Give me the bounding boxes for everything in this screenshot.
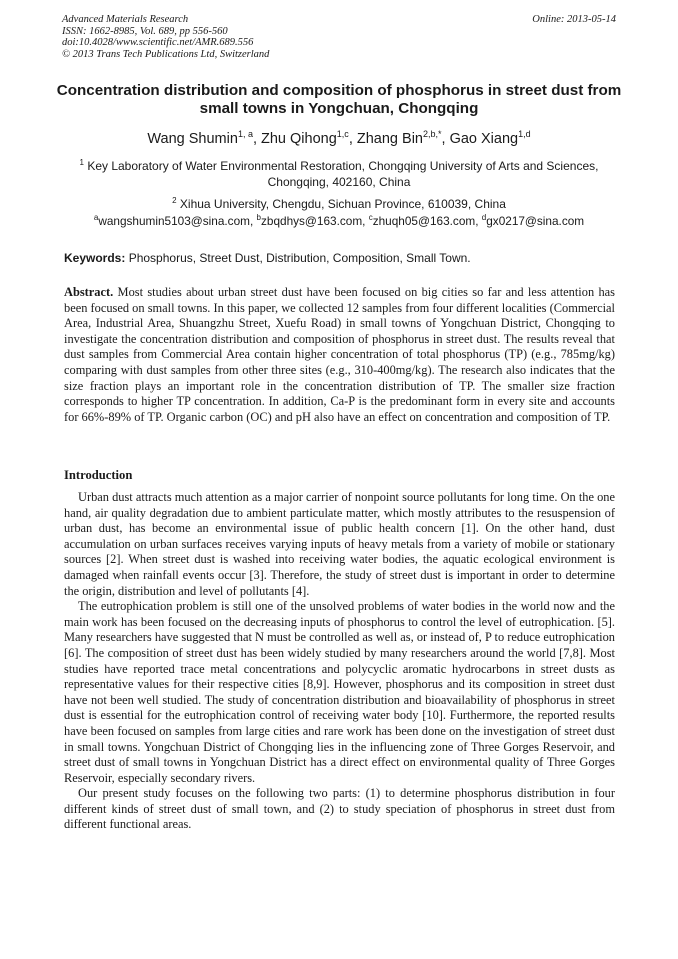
introduction-body bbox=[64, 490, 615, 833]
author-affil-sup: 1,c bbox=[336, 129, 349, 139]
email-sup: b bbox=[256, 213, 261, 222]
affiliation-text: Key Laboratory of Water Environmental Restoration, Chongqing University of Arts and Sciences, Chongqing, 402160, China bbox=[87, 159, 599, 189]
author-affil-sup: 1, a bbox=[237, 129, 253, 139]
email-link[interactable]: zbqdhys@163.com bbox=[260, 213, 363, 228]
keywords-label: Keywords: bbox=[64, 251, 126, 265]
author-affil-sup: 1,d bbox=[518, 129, 531, 139]
journal-issn: ISSN: 1662-8985, Vol. 689, pp 556-560 bbox=[62, 25, 228, 37]
author-name: Zhang Bin bbox=[356, 130, 423, 147]
abstract bbox=[64, 285, 615, 425]
affiliation bbox=[58, 193, 620, 212]
affiliation-sup: 1 bbox=[79, 158, 84, 167]
paragraph: Our present study focuses on the following two parts: (1) to determine phosphorus distribution in four different kinds of street dust of small town, and (2) to study speciation of phosphorus in street dust from different functional areas. bbox=[64, 786, 615, 832]
affiliation-sup: 2 bbox=[172, 196, 177, 205]
journal-doi[interactable]: doi:10.4028/www.scientific.net/AMR.689.556 bbox=[62, 37, 254, 48]
author-name: Gao Xiang bbox=[449, 130, 519, 147]
affiliation-text: Xihua University, Chengdu, Sichuan Province, 610039, China bbox=[179, 197, 506, 211]
keywords bbox=[64, 251, 624, 265]
abstract-text: Most studies about urban street dust have been focused on big cities so far and less attention has been focused on small towns. In this paper, we collected 12 samples from four different localities (Commercial Area, Industrial Area, Shuangzhu Street, Xuefu Road) in small towns of Yongchuan District, Chongqing to investigate the concentration distribution and composition of phosphorus in street dust. The results reveal that dust samples from Commercial Area contain higher concentration of total phosphorus (TP) (e.g., 785mg/kg) comparing with dust samples from other three sites (e.g., 310-400mg/kg). The research also indicates that the size fraction plays an important role in the concentration distribution of TP. The smaller size fraction corresponds to higher TP concentration. In addition, Ca-P is the predominant form in every site and accounts for 66%-89% of TP. Organic carbon (OC) and pH also have an effect on concentration and composition of TP. bbox=[64, 285, 615, 424]
paragraph: Urban dust attracts much attention as a major carrier of nonpoint source pollutants for long time. On the one hand, air quality degradation due to ambient particulate matter, which mostly attributes to the resuspension of urban dust, has become an environmental issue of public health concern [1]. On the other hand, dust accumulation on urban surfaces receives varying inputs of heavy metals from a variety of mobile or stationary sources [2]. When street dust is washed into receiving water bodies, the aquatic ecological environment is damaged when rainfall events occur [3]. Therefore, the study of street dust is important in order to determine the origin, distribution and level of pollutants [4]. bbox=[64, 490, 615, 598]
email-sup: d bbox=[481, 213, 487, 222]
paper-title: Concentration distribution and composition of phosphorus in street dust from small towns in Yongchuan, Chongqing bbox=[56, 82, 622, 117]
journal-name: Advanced Materials Research bbox=[62, 14, 189, 25]
abstract-label: Abstract. bbox=[64, 285, 114, 299]
email-sup: c bbox=[368, 213, 373, 222]
email-link[interactable]: zhuqh05@163.com bbox=[372, 213, 476, 228]
section-heading-introduction: Introduction bbox=[64, 468, 133, 482]
affiliation bbox=[58, 155, 620, 190]
email-sup: a bbox=[93, 213, 99, 222]
email-list: $^a$wangshumin5103@sina.com, $^b$zbqdhys@163.com, $^c$zhuqh05@163.com, $^d$gx0217@sina.com bbox=[93, 213, 585, 228]
email-link[interactable]: gx0217@sina.com bbox=[486, 213, 585, 228]
online-date bbox=[532, 14, 616, 26]
journal-copyright: © 2013 Trans Tech Publications Ltd, Switzerland bbox=[62, 48, 270, 60]
author-affil-sup: 2,b,* bbox=[422, 129, 442, 139]
keywords-text: Phosphorus, Street Dust, Distribution, Composition, Small Town. bbox=[128, 251, 471, 265]
journal-info bbox=[62, 14, 269, 60]
author-list: Wang Shumin$^{1, a}$, Zhu Qihong$^{1,c}$, Zhang Bin$^{2,b,*}$, Gao Xiang$^{1,d}$ bbox=[147, 129, 531, 147]
online-date-text: Online: 2013-05-14 bbox=[532, 14, 616, 25]
author-name: Zhu Qihong bbox=[261, 130, 337, 147]
author-name: Wang Shumin bbox=[147, 130, 238, 147]
email-link[interactable]: wangshumin5103@sina.com bbox=[98, 213, 250, 228]
paragraph: The eutrophication problem is still one of the unsolved problems of water bodies in the world now and the main work has been focused on the decreasing inputs of phosphorus to control the level of eutrophication. [5]. Many researchers have suggested that N must be controlled as well as, or instead of, P to reduce eutrophication [6]. The composition of street dust has been widely studied by many researchers around the world [7,8]. Most studies have reported trace metal concentrations and polycyclic aromatic hydrocarbons in street dusts as representative values for their respective cities [8,9]. However, phosphorus and its composition in street dust have not been well studied. The study of concentration distribution and bioavailability of phosphorus in street dust is essential for the eutrophication control of receiving water body [10]. Furthermore, the reported results have been focused on samples from large cities and rare work has been done on the investigation of street dust in small towns. Yongchuan District of Chongqing lies in the influencing zone of Three Gorges Reservoir, and street dust of small towns in Yongchuan District has a direct effect on environmental quality of Three Gorges Reservoir, especially secondary rivers. bbox=[64, 599, 615, 785]
